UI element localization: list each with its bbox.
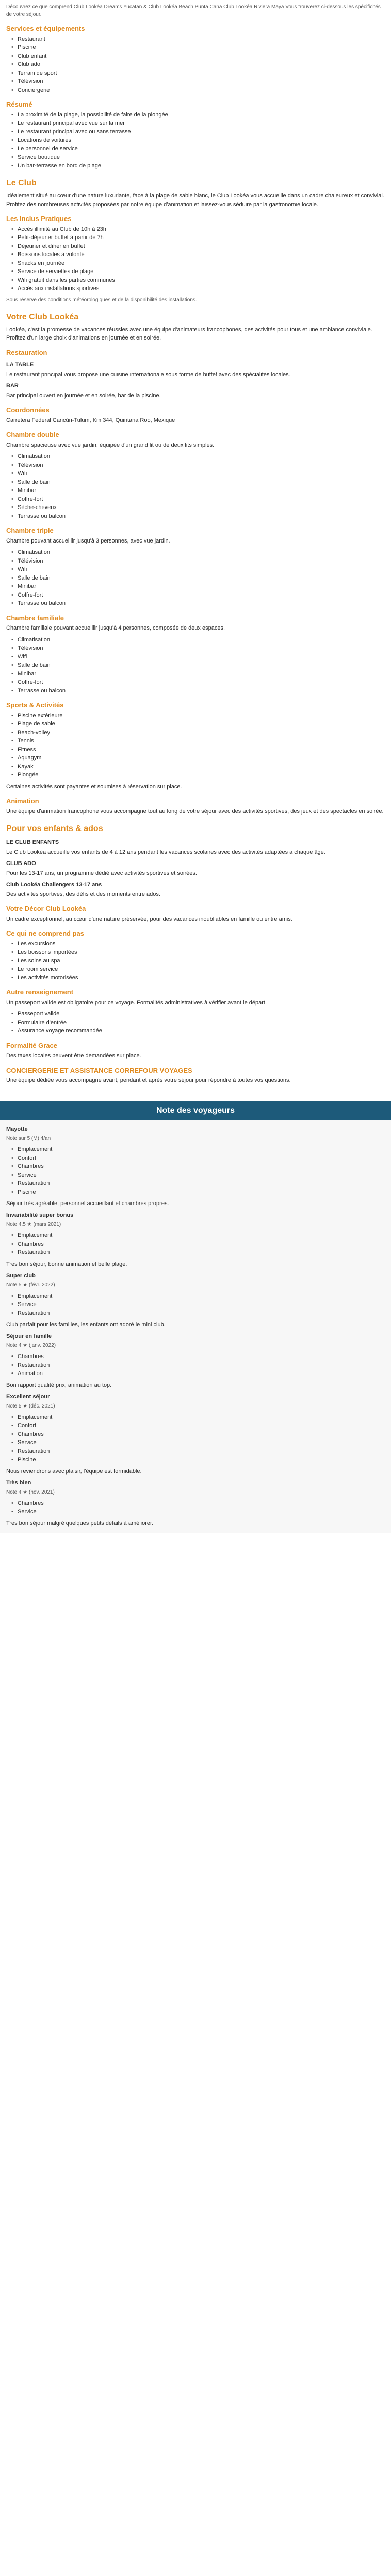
animation-text: Une équipe d'animation francophone vous accompagne tout au long de votre séjour avec des activités sportives, des jeux et des spectacles en soirée. (6, 808, 384, 815)
review-date: Note 4.5 ★ (mars 2021) (6, 1222, 61, 1227)
obligatoire-title: Autre renseignement (6, 988, 74, 996)
list-item: • Le personnel de service (18, 145, 385, 154)
page-content (0, 0, 391, 1091)
enfants-text2: Pour les 13-17 ans, un programme dédié avec activités sportives et soirées. (6, 870, 197, 876)
review-criterion: • Restauration (18, 1361, 385, 1370)
review-criterion: • Chambres (18, 1352, 385, 1361)
review-date: Note 4 ★ (nov. 2021) (6, 1489, 55, 1495)
sports-title: Sports & Activités (6, 701, 64, 709)
review-text: Séjour très agréable, personnel accueillant et chambres propres. (6, 1200, 169, 1207)
tout-inclus-title: Les Inclus Pratiques (6, 215, 72, 223)
enfants-title: Pour vos enfants & ados (6, 824, 103, 833)
review-title: Invariabilité super bonus (6, 1212, 74, 1218)
list-item: • Assurance voyage recommandée (18, 1027, 385, 1036)
chambre-familiale-title: Chambre familiale (6, 614, 64, 622)
review-text: Très bon séjour, bonne animation et belle plage. (6, 1261, 127, 1267)
review-text: Nous reviendrons avec plaisir, l'équipe est formidable. (6, 1468, 142, 1475)
review-criterion: • Animation (18, 1369, 385, 1378)
chambre-triple-title: Chambre triple (6, 527, 54, 534)
list-item: • Terrasse ou balcon (18, 687, 385, 696)
list-item: • Télévision (18, 461, 385, 470)
vcl-b-text: Un cadre exceptionnel, au cœur d'une nature préservée, pour des vacances inoubliables en famille ou entre amis. (6, 916, 292, 922)
review-item (6, 1332, 385, 1390)
list-item: • Le restaurant principal avec vue sur la mer (18, 119, 385, 128)
sports-text: Certaines activités sont payantes et soumises à réservation sur place. (6, 783, 182, 790)
tout-inclus-list (6, 225, 385, 293)
list-item: • Déjeuner et dîner en buffet (18, 242, 385, 251)
review-item (6, 1211, 385, 1269)
list-item: • Les boissons importées (18, 948, 385, 957)
intro-text: Découvrez ce que comprend Club Lookéa Dreams Yucatan & Club Lookéa Beach Punta Cana Club Lookéa Riviera Maya Vous trouverez ci-dessous les spécificités de votre séjour. (6, 4, 381, 18)
list-item: • Climatisation (18, 636, 385, 645)
list-item: • Salle de bain (18, 574, 385, 583)
list-item: • Restaurant (18, 35, 385, 44)
coordonnees-text: Carretera Federal Cancún-Tulum, Km 344, Quintana Roo, Mexique (6, 417, 175, 423)
restauration-sub2: BAR (6, 383, 19, 389)
rooms-list (6, 111, 385, 171)
assistance-text: Une équipe dédiée vous accompagne avant, pendant et après votre séjour pour répondre à toutes vos questions. (6, 1077, 291, 1083)
list-item: • Salle de bain (18, 661, 385, 670)
list-item: • Climatisation (18, 548, 385, 557)
review-criterion: • Restauration (18, 1309, 385, 1318)
review-criterion: • Service (18, 1300, 385, 1309)
restauration-title: Restauration (6, 348, 47, 357)
review-text: Bon rapport qualité prix, animation au top. (6, 1382, 112, 1388)
review-criterion: • Chambres (18, 1240, 385, 1249)
list-item: • Accès illimité au Club de 10h à 23h (18, 225, 385, 234)
conso-list (6, 940, 385, 982)
restauration-text2: Bar principal ouvert en journée et en soirée, bar de la piscine. (6, 392, 161, 399)
review-title: Très bien (6, 1480, 31, 1486)
review-criterion: • Emplacement (18, 1231, 385, 1240)
review-criterion: • Chambres (18, 1162, 385, 1171)
list-item: • Un bar-terrasse en bord de plage (18, 162, 385, 171)
review-criterion: • Piscine (18, 1188, 385, 1197)
list-item: • Wifi (18, 653, 385, 662)
restauration-text1: Le restaurant principal vous propose une cuisine internationale sous forme de buffet avec des spécialités locales. (6, 371, 290, 378)
list-item: • Passeport valide (18, 1010, 385, 1019)
review-criterion: • Service (18, 1507, 385, 1516)
list-item: • Kayak (18, 762, 385, 771)
list-item: • Service boutique (18, 153, 385, 162)
chambre-triple-text: Chambre pouvant accueillir jusqu'à 3 personnes, avec vue jardin. (6, 537, 170, 544)
review-item (6, 1393, 385, 1476)
list-item: • Les excursions (18, 940, 385, 948)
list-item: • Plongée (18, 771, 385, 779)
chambre-double-text: Chambre spacieuse avec vue jardin, équipée d'un grand lit ou de deux lits simples. (6, 442, 215, 448)
list-item: • Fitness (18, 745, 385, 754)
list-item: • Télévision (18, 557, 385, 566)
chambre-double-title: Chambre double (6, 431, 59, 438)
review-criterion: • Restauration (18, 1248, 385, 1257)
list-item: • Tennis (18, 737, 385, 745)
review-item (6, 1125, 385, 1208)
review-criteria-list (6, 1352, 385, 1378)
chambre-familiale-text: Chambre familiale pouvant accueillir jusqu'à 4 personnes, composée de deux espaces. (6, 625, 225, 631)
list-item: • Service de serviettes de plage (18, 267, 385, 276)
review-criteria-list (6, 1413, 385, 1464)
enfants-text3: Des activités sportives, des défis et des moments entre ados. (6, 891, 160, 897)
review-criteria-list (6, 1145, 385, 1196)
list-item: • Terrain de sport (18, 69, 385, 78)
review-title: Super club (6, 1273, 36, 1279)
reviews-header: Note des voyageurs (0, 1101, 391, 1120)
list-item: • Les activités motorisées (18, 974, 385, 982)
vcl-text: Lookéa, c'est la promesse de vacances réussies avec une équipe d'animateurs francophones, des activités pour tous et une ambiance conviviale. Profitez d'un large choix d'animations en journée et en soirée. (6, 326, 372, 341)
review-title: Mayotte (6, 1126, 28, 1132)
list-item: • Coffre-fort (18, 678, 385, 687)
list-item: • Club enfant (18, 52, 385, 61)
club-text: Idéalement situé au cœur d'une nature luxuriante, face à la plage de sable blanc, le Club Lookéa vous accueille dans un cadre chaleureux et convivial. Profitez des nombreuses activités proposées par notre équipe d'animation et laissez-vous séduire par la gastronomie locale. (6, 193, 384, 208)
tout-inclus-note: Sous réserve des conditions météorologiques et de la disponibilité des installations. (6, 297, 197, 303)
list-item: • Terrasse ou balcon (18, 599, 385, 608)
reviews-container (0, 1120, 391, 1533)
list-item: • Wifi (18, 565, 385, 574)
assistance-title: CONCIERGERIE ET ASSISTANCE CORREFOUR VOYAGES (6, 1066, 192, 1074)
sports-list (6, 711, 385, 779)
list-item: • Télévision (18, 644, 385, 653)
list-item: • Conciergerie (18, 86, 385, 95)
list-item: • Plage de sable (18, 720, 385, 728)
list-item: • Terrasse ou balcon (18, 512, 385, 521)
review-criteria-list (6, 1292, 385, 1318)
review-criterion: • Emplacement (18, 1292, 385, 1301)
list-item: • Coffre-fort (18, 495, 385, 504)
list-item: • Les soins au spa (18, 957, 385, 965)
review-title: Séjour en famille (6, 1333, 52, 1340)
review-title: Excellent séjour (6, 1394, 50, 1400)
animation-title: Animation (6, 797, 39, 805)
services-list (6, 35, 385, 95)
list-item: • Accès aux installations sportives (18, 284, 385, 293)
review-criterion: • Chambres (18, 1430, 385, 1439)
enfants-sub2: CLUB ADO (6, 860, 36, 867)
list-item: • Piscine (18, 43, 385, 52)
review-item (6, 1479, 385, 1528)
review-criterion: • Emplacement (18, 1413, 385, 1422)
list-item: • Télévision (18, 77, 385, 86)
review-date: Note 5 ★ (févr. 2022) (6, 1282, 55, 1288)
list-item: • Boissons locales à volonté (18, 250, 385, 259)
vcl-title: Votre Club Lookéa (6, 312, 79, 321)
review-criteria-list (6, 1499, 385, 1516)
restauration-sub1: LA TABLE (6, 362, 34, 368)
list-item: • Locations de voitures (18, 136, 385, 145)
formalite-title: Formalité Grace (6, 1041, 57, 1049)
review-text: Club parfait pour les familles, les enfants ont adoré le mini club. (6, 1321, 166, 1328)
list-item: • Formulaire d'entrée (18, 1019, 385, 1027)
obligatoire-text: Un passeport valide est obligatoire pour ce voyage. Formalités administratives à vérifier avant le départ. (6, 999, 267, 1006)
list-item: • Minibar (18, 670, 385, 679)
enfants-sub1: LE CLUB ENFANTS (6, 839, 59, 845)
review-criterion: • Service (18, 1438, 385, 1447)
review-criterion: • Confort (18, 1154, 385, 1163)
review-criterion: • Restauration (18, 1179, 385, 1188)
list-item: • Coffre-fort (18, 591, 385, 600)
list-item: • Salle de bain (18, 478, 385, 487)
list-item: • Petit-déjeuner buffet à partir de 7h (18, 233, 385, 242)
review-criterion: • Confort (18, 1421, 385, 1430)
review-date: Note 4 ★ (janv. 2022) (6, 1343, 56, 1348)
obligatoire-list (6, 1010, 385, 1036)
list-item: • Aquagym (18, 754, 385, 762)
list-item: • Minibar (18, 486, 385, 495)
review-criterion: • Restauration (18, 1447, 385, 1456)
list-item: • La proximité de la plage, la possibilité de faire de la plongée (18, 111, 385, 120)
list-item: • Wifi (18, 469, 385, 478)
review-criterion: • Piscine (18, 1455, 385, 1464)
enfants-sub3: Club Lookéa Challengers 13-17 ans (6, 882, 102, 888)
review-item (6, 1272, 385, 1329)
list-item: • Piscine extérieure (18, 711, 385, 720)
coordonnees-title: Coordonnées (6, 406, 50, 414)
rooms-title: Résumé (6, 100, 32, 108)
list-item: • Le room service (18, 965, 385, 974)
review-text: Très bon séjour malgré quelques petits détails à améliorer. (6, 1520, 154, 1527)
list-item: • Club ado (18, 60, 385, 69)
chambre-familiale-list (6, 636, 385, 696)
review-criterion: • Service (18, 1171, 385, 1180)
list-item: • Wifi gratuit dans les parties communes (18, 276, 385, 285)
list-item: • Le restaurant principal avec ou sans terrasse (18, 128, 385, 137)
club-title: Le Club (6, 179, 37, 188)
list-item: • Climatisation (18, 452, 385, 461)
list-item: • Minibar (18, 582, 385, 591)
enfants-text1: Le Club Lookéa accueille vos enfants de 4 à 12 ans pendant les vacances scolaires avec des activités adaptées à chaque âge. (6, 849, 325, 855)
review-date: Note 5 ★ (déc. 2021) (6, 1403, 55, 1409)
review-criterion: • Emplacement (18, 1145, 385, 1154)
review-date: Note sur 5 (M) 4/an (6, 1136, 51, 1141)
list-item: • Snacks en journée (18, 259, 385, 268)
services-title: Services et équipements (6, 25, 85, 32)
chambre-triple-list (6, 548, 385, 608)
list-item: • Sèche-cheveux (18, 503, 385, 512)
review-criteria-list (6, 1231, 385, 1257)
conso-title: Ce qui ne comprend pas (6, 929, 84, 937)
vcl-b-title: Votre Décor Club Lookéa (6, 905, 86, 912)
review-criterion: • Chambres (18, 1499, 385, 1508)
formalite-text: Des taxes locales peuvent être demandées sur place. (6, 1053, 141, 1059)
list-item: • Beach-volley (18, 728, 385, 737)
chambre-double-list (6, 452, 385, 520)
